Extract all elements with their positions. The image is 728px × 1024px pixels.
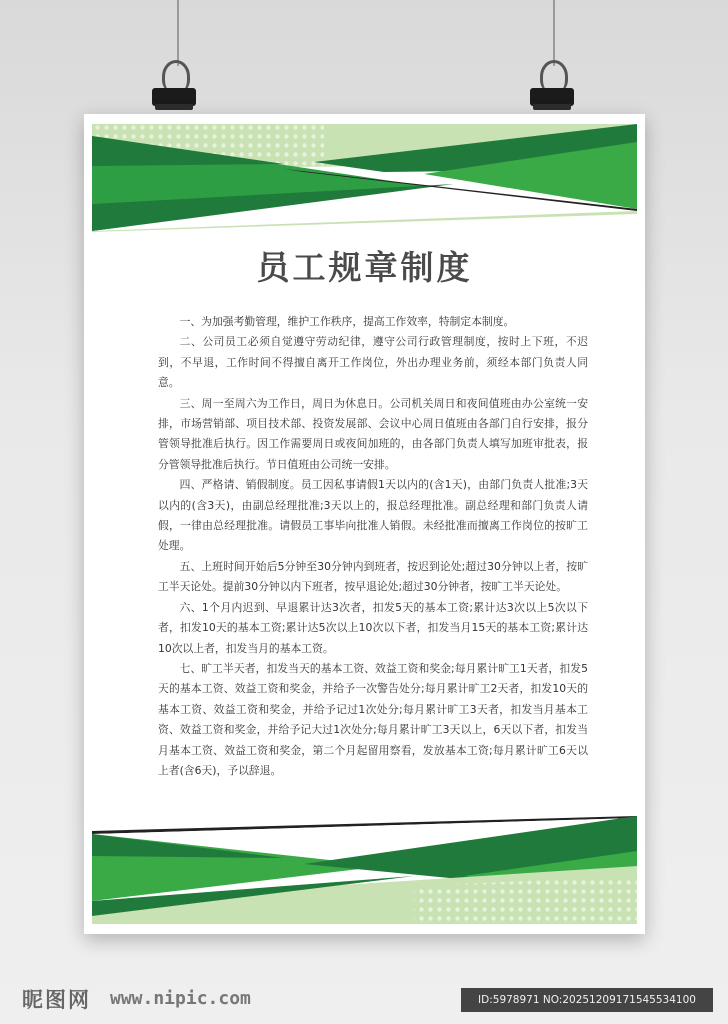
paragraph: 一、为加强考勤管理，维护工作秩序，提高工作效率，特制定本制度。 — [179, 315, 515, 328]
site-logo: 昵图网 — [22, 987, 91, 1012]
paragraph: 三、周一至周六为工作日，周日为休息日。公司机关周日和夜间值班由办公室统一安排，市场营销部、项目技术部、投资发展部、会议中心周日值班由各部门自行安排，报分管领导批准后执行。因工作需要周日或夜间加班的，由各部门负责人填写加班审批表，报分管领导批准后执行。节日值班由公司统一安排。 — [158, 396, 588, 471]
top-green-banner — [84, 114, 645, 239]
site-url: www.nipic.com — [110, 988, 251, 1009]
paragraph: 七、旷工半天者，扣发当天的基本工资、效益工资和奖金;每月累计旷工1天者，扣发5天的基本工资、效益工资和奖金，并给予一次警告处分;每月累计旷工2天者，扣发10天的基本工资、效益工资和奖金，并给予记过1次处分;每月累计旷工3天者，扣发当月基本工资、效益工资和奖金，并给予记大过1次处分;每月累计旷工3天以上，6天以下者，扣发当月基本工资、效益工资和奖金，第二个月起留用察看，发放基本工资;每月累计旷工6天以上者(含6天)，予以辞退。 — [158, 661, 588, 777]
hanging-wire-left — [177, 0, 179, 66]
binder-clip-right-icon — [530, 60, 574, 120]
paragraph: 二、公司员工必须自觉遵守劳动纪律，遵守公司行政管理制度，按时上下班，不迟到，不早退，工作时间不得擅自离开工作岗位，外出办理业务前，须经本部门负责人同意。 — [158, 335, 588, 390]
watermark-footer — [0, 976, 728, 1020]
page-title: 员工规章制度 — [256, 248, 473, 287]
hanging-wire-right — [553, 0, 555, 66]
paragraph: 四、严格请、销假制度。员工因私事请假1天以内的(含1天)，由部门负责人批准;3天以内的(含3天)，由副总经理批准;3天以上的，报总经理批准。副总经理和部门负责人请假，一律由总经理批准。请假员工事毕向批准人销假。未经批准而擅离工作岗位的按旷工处理。 — [158, 478, 588, 553]
poster-sheet — [84, 114, 645, 934]
binder-clip-left-icon — [152, 60, 196, 120]
paragraph: 五、上班时间开始后5分钟至30分钟内到班者，按迟到论处;超过30分钟以上者，按旷工半天论处。提前30分钟以内下班者，按早退论处;超过30分钟者，按旷工半天论处。 — [158, 559, 588, 594]
image-id-label: ID:5978971 NO:20251209171545534100 — [461, 988, 713, 1012]
document-body — [158, 312, 588, 781]
paragraph: 六、1个月内迟到、早退累计达3次者，扣发5天的基本工资;累计达3次以上5次以下者，扣发10天的基本工资;累计达5次以上10次以下者，扣发当月15天的基本工资;累计达10次以上者，扣发当月的基本工资。 — [158, 600, 588, 655]
bottom-green-banner — [84, 806, 645, 934]
